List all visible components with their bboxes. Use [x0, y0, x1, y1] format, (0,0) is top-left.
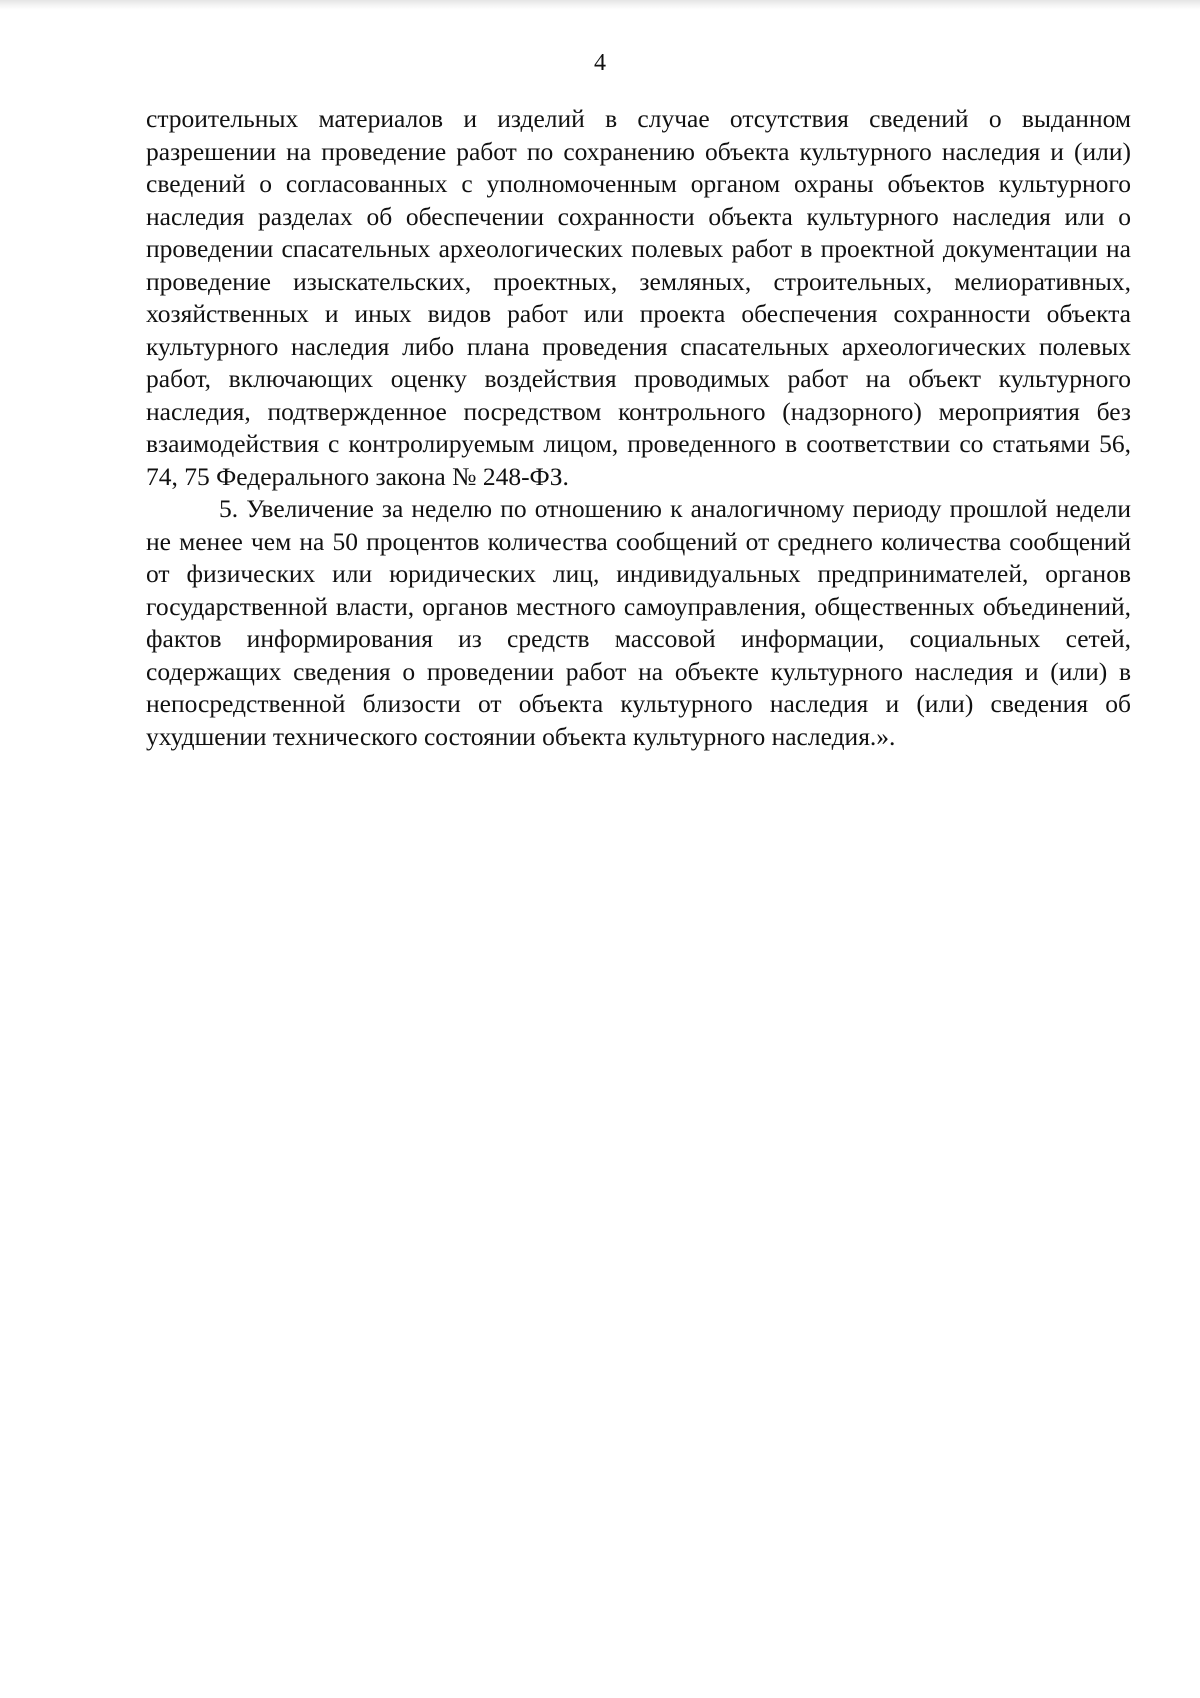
scan-edge-shadow — [0, 0, 1200, 10]
page-number: 4 — [594, 50, 606, 76]
paragraph-item-5: 5. Увеличение за неделю по отношению к аналогичному периоду прошлой недели не менее чем на 50 процентов количества сообщений от среднего количества сообщений от физических или юридических лиц, индивидуальных предпринимателей, органов государственной власти, органов местного самоуправления, общественных объединений, фактов информирования из средств массовой информации, социальных сетей, содержащих сведения о проведении работ на объекте культурного наследия и (или) в непосредственной близости от объекта культурного наследия и (или) сведения об ухудшении технического состоянии объекта культурного наследия.». — [146, 494, 1131, 751]
paragraph-continuation: строительных материалов и изделий в случае отсутствия сведений о выданном разрешении на проведение работ по сохранению объекта культурного наследия и (или) сведений о согласованных с уполномоченным органом охраны объектов культурного наследия разделах об обеспечении сохранности объекта культурного наследия или о проведении спасательных археологических полевых работ в проектной документации на проведение изыскательских, проектных, земляных, строительных, мелиоративных, хозяйственных и иных видов работ или проекта обеспечения сохранности объекта культурного наследия либо плана проведения спасательных археологических полевых работ, включающих оценку воздействия проводимых работ на объект культурного наследия, подтвержденное посредством контрольного (надзорного) мероприятия без взаимодействия с контролируемым лицом, проведенного в соответствии со статьями 56, 74, 75 Федерального закона № 248-ФЗ. — [146, 104, 1131, 491]
document-body — [146, 103, 1131, 753]
